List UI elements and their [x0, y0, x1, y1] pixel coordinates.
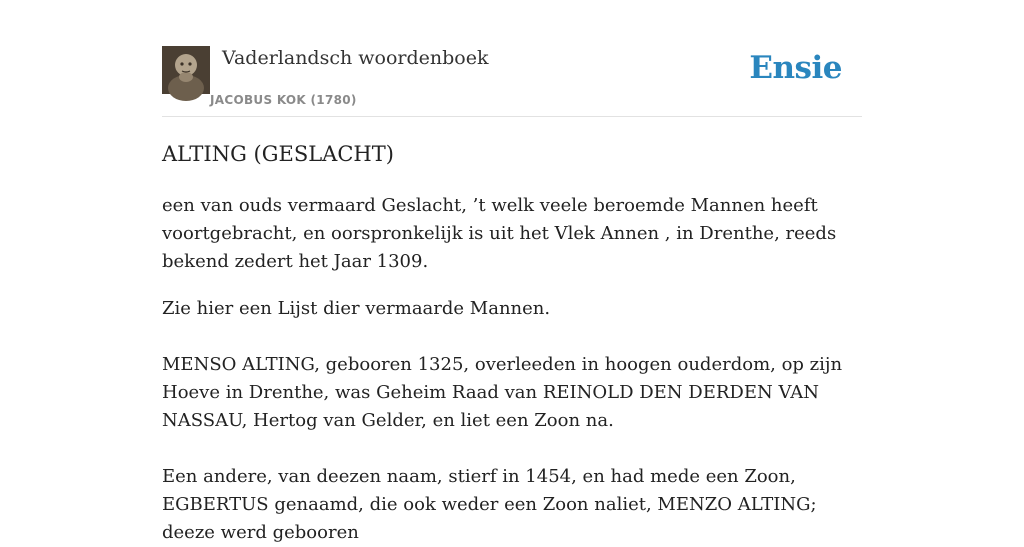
author-name[interactable]: JACOBUS KOK (1780): [210, 93, 357, 107]
ensie-logo[interactable]: Ensie: [749, 50, 842, 86]
entry-paragraph: een van ouds vermaard Geslacht, ’t welk veele beroemde Mannen heeft voortgebracht, en oorspronkelijk is uit het Vlek Annen , in Drenthe, reeds bekend zedert het Jaar 1309.: [162, 195, 837, 272]
entry-paragraph: Zie hier een Lijst dier vermaarde Mannen.: [162, 298, 551, 319]
entry-title: ALTING (GESLACHT): [162, 142, 394, 166]
entry-paragraph: Een andere, van deezen naam, stierf in 1454, en had mede een Zoon, EGBERTUS genaamd, die ook weder een Zoon naliet, MENZO ALTING; deeze werd gebooren: [162, 466, 817, 543]
header: [162, 46, 862, 117]
entry-content: [162, 138, 862, 547]
author-avatar-icon[interactable]: [162, 46, 210, 94]
entry-paragraph: MENSO ALTING, gebooren 1325, overleeden in hoogen ouderdom, op zijn Hoeve in Drenthe, was Geheim Raad van REINOLD DEN DERDEN VAN NASSAU, Hertog van Gelder, en liet een Zoon na.: [162, 354, 843, 431]
book-title[interactable]: Vaderlandsch woordenboek: [222, 47, 489, 69]
